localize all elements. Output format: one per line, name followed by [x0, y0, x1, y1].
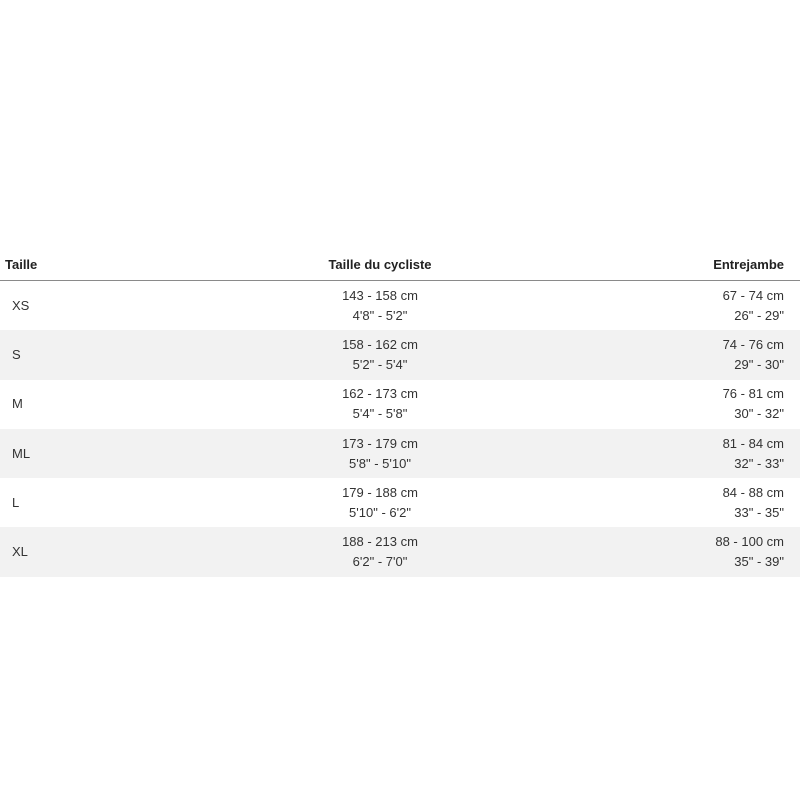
- header-size: Taille: [5, 257, 38, 272]
- height-cm: 158 - 162 cm: [342, 336, 418, 352]
- inseam-cm: 67 - 74 cm: [722, 287, 784, 303]
- inseam-cell: [620, 286, 800, 326]
- table-header: [0, 250, 800, 281]
- inseam-in: 33" - 35": [734, 504, 784, 520]
- inseam-in: 30" - 32": [734, 406, 784, 422]
- size-cell: XS: [12, 297, 30, 313]
- height-ft: 5'8" - 5'10": [349, 455, 411, 471]
- inseam-cm: 88 - 100 cm: [715, 534, 784, 550]
- size-cell: XL: [12, 544, 28, 560]
- rider-height-cell: [140, 335, 620, 375]
- header-inseam: Entrejambe: [713, 257, 784, 272]
- size-cell: L: [12, 494, 20, 510]
- inseam-in: 26" - 29": [734, 307, 784, 323]
- height-cm: 179 - 188 cm: [342, 484, 418, 500]
- size-cell: M: [12, 396, 23, 412]
- inseam-in: 35" - 39": [734, 554, 784, 570]
- size-chart-table: [0, 250, 800, 577]
- rider-height-cell: [140, 384, 620, 424]
- inseam-in: 29" - 30": [734, 356, 784, 372]
- table-row: [0, 380, 800, 429]
- height-cm: 143 - 158 cm: [342, 287, 418, 303]
- rider-height-cell: [140, 434, 620, 474]
- inseam-cm: 76 - 81 cm: [722, 386, 784, 402]
- rider-height-cell: [140, 286, 620, 326]
- height-ft: 5'4" - 5'8": [352, 406, 408, 422]
- height-cm: 188 - 213 cm: [342, 534, 418, 550]
- inseam-cm: 81 - 84 cm: [722, 435, 784, 451]
- rider-height-cell: [140, 532, 620, 572]
- table-row: [0, 527, 800, 576]
- height-cm: 162 - 173 cm: [342, 386, 418, 402]
- rider-height-cell: [140, 483, 620, 523]
- height-ft: 5'10" - 6'2": [349, 504, 411, 520]
- table-row: [0, 281, 800, 330]
- height-ft: 5'2" - 5'4": [352, 356, 408, 372]
- height-ft: 6'2" - 7'0": [352, 554, 408, 570]
- table-row: [0, 330, 800, 379]
- size-cell: ML: [12, 445, 31, 461]
- inseam-cell: [620, 483, 800, 523]
- inseam-cell: [620, 384, 800, 424]
- height-ft: 4'8" - 5'2": [352, 307, 408, 323]
- inseam-cell: [620, 434, 800, 474]
- inseam-cm: 84 - 88 cm: [722, 484, 784, 500]
- header-rider-height: Taille du cycliste: [328, 257, 432, 272]
- inseam-in: 32" - 33": [734, 455, 784, 471]
- table-row: [0, 478, 800, 527]
- height-cm: 173 - 179 cm: [342, 435, 418, 451]
- table-row: [0, 429, 800, 478]
- size-cell: S: [12, 346, 21, 362]
- inseam-cell: [620, 532, 800, 572]
- inseam-cm: 74 - 76 cm: [722, 336, 784, 352]
- inseam-cell: [620, 335, 800, 375]
